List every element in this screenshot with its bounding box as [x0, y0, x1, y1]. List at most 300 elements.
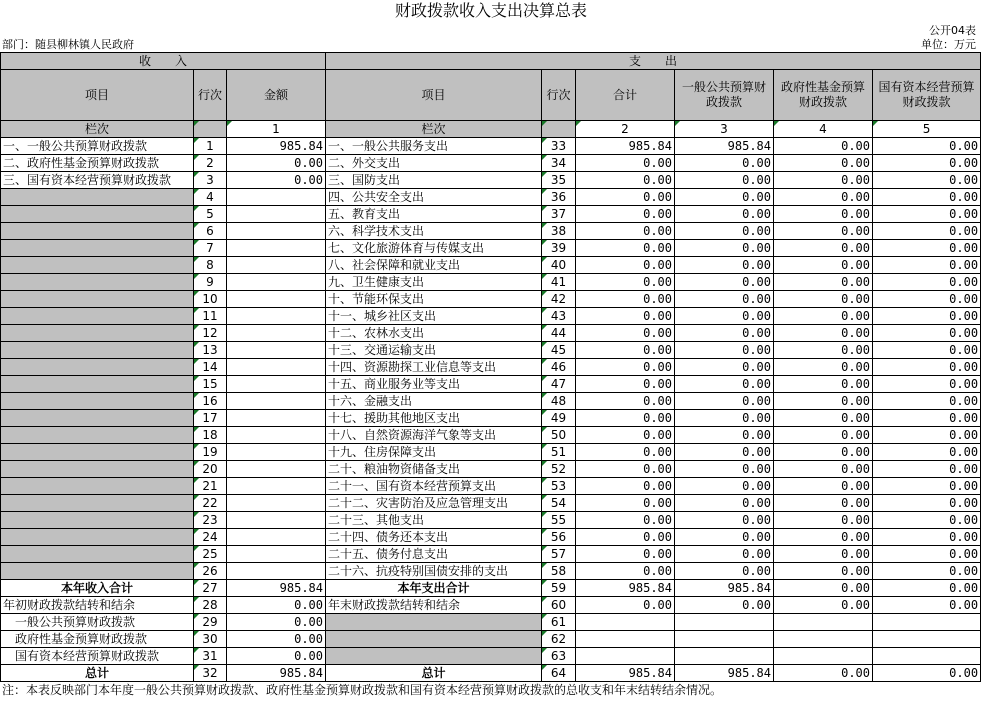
col-index-4: 4 [774, 121, 873, 138]
expense-item: 十九、住房保障支出 [326, 444, 542, 461]
gov-fund-amount: 0.00 [774, 393, 873, 410]
expense-row-no: 64 [542, 665, 576, 682]
income-row-no: 25 [194, 546, 227, 563]
state-capital-amount: 0.00 [873, 359, 981, 376]
income-row-no: 27 [194, 580, 227, 597]
table-row [1, 410, 981, 427]
state-capital-amount: 0.00 [873, 325, 981, 342]
blank-cell [873, 631, 981, 648]
income-item [1, 342, 194, 359]
sub-balance-label: 国有资本经营预算财政拨款 [1, 648, 194, 665]
expense-row-no: 36 [542, 189, 576, 206]
income-item [1, 274, 194, 291]
general-budget-amount: 0.00 [675, 495, 774, 512]
table-row [1, 359, 981, 376]
income-item [1, 546, 194, 563]
blank-cell [576, 614, 675, 631]
end-balance-label: 年末财政拨款结转和结余 [326, 597, 542, 614]
general-budget-amount: 0.00 [675, 291, 774, 308]
table-row [1, 257, 981, 274]
expense-item: 十二、农林水支出 [326, 325, 542, 342]
table-row [1, 155, 981, 172]
col-label-income: 栏次 [1, 121, 194, 138]
income-amount: 0.00 [227, 155, 326, 172]
state-capital-header: 国有资本经营预算财政拨款 [873, 70, 981, 121]
state-capital-amount: 0.00 [873, 274, 981, 291]
general-budget-amount: 985.84 [675, 665, 774, 682]
income-item: 二、政府性基金预算财政拨款 [1, 155, 194, 172]
income-amount [227, 512, 326, 529]
general-budget-amount: 0.00 [675, 393, 774, 410]
income-row-no: 32 [194, 665, 227, 682]
income-item [1, 223, 194, 240]
general-budget-amount: 0.00 [675, 563, 774, 580]
income-amount [227, 257, 326, 274]
gov-fund-amount: 0.00 [774, 376, 873, 393]
state-capital-amount: 0.00 [873, 461, 981, 478]
gov-fund-amount: 0.00 [774, 597, 873, 614]
income-rowno-header: 行次 [194, 70, 227, 121]
general-budget-header: 一般公共预算财政拨款 [675, 70, 774, 121]
table-row [1, 376, 981, 393]
meta-row-bottom [0, 38, 982, 52]
blank-cell [675, 614, 774, 631]
expense-total: 0.00 [576, 342, 675, 359]
table-row [1, 393, 981, 410]
table-row [1, 206, 981, 223]
general-budget-amount: 0.00 [675, 155, 774, 172]
income-amount [227, 495, 326, 512]
income-item [1, 325, 194, 342]
table-row [1, 223, 981, 240]
income-row-no: 19 [194, 444, 227, 461]
begin-balance-amount: 0.00 [227, 597, 326, 614]
expense-item: 十一、城乡社区支出 [326, 308, 542, 325]
general-budget-amount: 0.00 [675, 529, 774, 546]
expense-item: 二十四、债务还本支出 [326, 529, 542, 546]
income-row-no: 22 [194, 495, 227, 512]
expense-total: 0.00 [576, 189, 675, 206]
table-row [1, 189, 981, 206]
expense-total: 0.00 [576, 410, 675, 427]
income-row-no: 9 [194, 274, 227, 291]
expense-item: 十五、商业服务业等支出 [326, 376, 542, 393]
general-budget-amount: 0.00 [675, 274, 774, 291]
expense-total: 0.00 [576, 325, 675, 342]
blank-cell [576, 648, 675, 665]
expense-row-no: 33 [542, 138, 576, 155]
table-row [1, 461, 981, 478]
expense-item: 二、外交支出 [326, 155, 542, 172]
sub-balance-amount: 0.00 [227, 631, 326, 648]
general-budget-amount: 0.00 [675, 427, 774, 444]
gov-fund-amount: 0.00 [774, 461, 873, 478]
income-amount: 985.84 [227, 138, 326, 155]
expense-rowno-header: 行次 [542, 70, 576, 121]
expense-row-no: 48 [542, 393, 576, 410]
department-label: 部门：随县柳林镇人民政府 [2, 38, 134, 51]
income-item [1, 461, 194, 478]
income-row-no: 4 [194, 189, 227, 206]
sub-balance-row [1, 648, 981, 665]
income-item [1, 478, 194, 495]
begin-balance-label: 年初财政拨款结转和结余 [1, 597, 194, 614]
income-amount [227, 546, 326, 563]
general-budget-amount: 0.00 [675, 444, 774, 461]
gov-fund-amount: 0.00 [774, 359, 873, 376]
income-amount [227, 274, 326, 291]
expense-total: 0.00 [576, 206, 675, 223]
table-row [1, 495, 981, 512]
expense-total: 0.00 [576, 512, 675, 529]
income-row-no: 8 [194, 257, 227, 274]
expense-row-no: 61 [542, 614, 576, 631]
income-item [1, 189, 194, 206]
grand-expense-label: 总计 [326, 665, 542, 682]
general-budget-amount: 0.00 [675, 342, 774, 359]
gov-fund-amount: 0.00 [774, 563, 873, 580]
unit-label: 单位：万元 [921, 38, 976, 51]
gov-fund-amount: 0.00 [774, 138, 873, 155]
expense-item: 三、国防支出 [326, 172, 542, 189]
expense-row-no: 60 [542, 597, 576, 614]
income-amount [227, 410, 326, 427]
state-capital-amount: 0.00 [873, 189, 981, 206]
income-item [1, 376, 194, 393]
income-item [1, 257, 194, 274]
income-item [1, 444, 194, 461]
gov-fund-amount: 0.00 [774, 580, 873, 597]
state-capital-amount: 0.00 [873, 155, 981, 172]
gov-fund-amount: 0.00 [774, 206, 873, 223]
expense-total: 0.00 [576, 495, 675, 512]
income-amount [227, 342, 326, 359]
expense-total: 985.84 [576, 580, 675, 597]
general-budget-amount: 985.84 [675, 138, 774, 155]
expense-total-header: 合计 [576, 70, 675, 121]
section-header-row [1, 53, 981, 70]
general-budget-amount: 0.00 [675, 376, 774, 393]
income-amount [227, 240, 326, 257]
state-capital-amount: 0.00 [873, 410, 981, 427]
table-row [1, 342, 981, 359]
expense-row-no: 41 [542, 274, 576, 291]
gov-fund-amount: 0.00 [774, 189, 873, 206]
income-amount: 0.00 [227, 172, 326, 189]
form-code: 公开04表 [929, 24, 976, 37]
income-row-no: 2 [194, 155, 227, 172]
expense-total: 0.00 [576, 546, 675, 563]
gov-fund-amount: 0.00 [774, 546, 873, 563]
grand-income-label: 总计 [1, 665, 194, 682]
expense-total: 0.00 [576, 376, 675, 393]
column-index-row [1, 121, 981, 138]
income-row-no: 11 [194, 308, 227, 325]
general-budget-amount: 0.00 [675, 240, 774, 257]
expense-total: 0.00 [576, 444, 675, 461]
expense-total: 0.00 [576, 461, 675, 478]
income-amount [227, 376, 326, 393]
income-item [1, 393, 194, 410]
income-row-no: 1 [194, 138, 227, 155]
blank-cell [326, 631, 542, 648]
expense-total: 0.00 [576, 172, 675, 189]
income-row-no: 26 [194, 563, 227, 580]
income-row-no: 3 [194, 172, 227, 189]
expense-item: 十七、援助其他地区支出 [326, 410, 542, 427]
income-item [1, 240, 194, 257]
income-row-no: 13 [194, 342, 227, 359]
income-section-header: 收 入 [1, 53, 326, 70]
table-row [1, 138, 981, 155]
expense-section-header: 支 出 [326, 53, 981, 70]
general-budget-amount: 0.00 [675, 597, 774, 614]
income-item [1, 206, 194, 223]
expense-row-no: 50 [542, 427, 576, 444]
fiscal-summary-table [0, 52, 981, 682]
expense-item: 二十三、其他支出 [326, 512, 542, 529]
sub-balance-label: 政府性基金预算财政拨款 [1, 631, 194, 648]
expense-item: 七、文化旅游体育与传媒支出 [326, 240, 542, 257]
table-row [1, 172, 981, 189]
blank-cell [326, 648, 542, 665]
expense-item: 四、公共安全支出 [326, 189, 542, 206]
expense-total: 0.00 [576, 478, 675, 495]
col-index-5: 5 [873, 121, 981, 138]
income-amount [227, 308, 326, 325]
expense-row-no: 34 [542, 155, 576, 172]
general-budget-amount: 0.00 [675, 359, 774, 376]
sub-balance-amount: 0.00 [227, 614, 326, 631]
blank-cell [873, 614, 981, 631]
expense-item: 二十、粮油物资储备支出 [326, 461, 542, 478]
income-amount [227, 359, 326, 376]
state-capital-amount: 0.00 [873, 138, 981, 155]
col-index-3: 3 [675, 121, 774, 138]
state-capital-amount: 0.00 [873, 240, 981, 257]
income-amount [227, 427, 326, 444]
expense-item: 六、科学技术支出 [326, 223, 542, 240]
state-capital-amount: 0.00 [873, 427, 981, 444]
expense-total: 0.00 [576, 529, 675, 546]
income-item [1, 291, 194, 308]
col-label-expense: 栏次 [326, 121, 542, 138]
table-row [1, 291, 981, 308]
state-capital-amount: 0.00 [873, 529, 981, 546]
expense-total: 0.00 [576, 597, 675, 614]
state-capital-amount: 0.00 [873, 512, 981, 529]
income-row-no: 5 [194, 206, 227, 223]
state-capital-amount: 0.00 [873, 376, 981, 393]
gov-fund-amount: 0.00 [774, 274, 873, 291]
income-row-no: 16 [194, 393, 227, 410]
general-budget-amount: 0.00 [675, 308, 774, 325]
expense-item: 五、教育支出 [326, 206, 542, 223]
income-row-no: 21 [194, 478, 227, 495]
state-capital-amount: 0.00 [873, 393, 981, 410]
gov-fund-amount: 0.00 [774, 529, 873, 546]
state-capital-amount: 0.00 [873, 563, 981, 580]
gov-fund-amount: 0.00 [774, 478, 873, 495]
sub-balance-amount: 0.00 [227, 648, 326, 665]
state-capital-amount: 0.00 [873, 495, 981, 512]
income-item [1, 563, 194, 580]
expense-row-no: 53 [542, 478, 576, 495]
income-amount [227, 189, 326, 206]
income-amount [227, 393, 326, 410]
expense-row-no: 38 [542, 223, 576, 240]
income-row-no: 14 [194, 359, 227, 376]
expense-item: 二十一、国有资本经营预算支出 [326, 478, 542, 495]
general-budget-amount: 0.00 [675, 546, 774, 563]
general-budget-amount: 985.84 [675, 580, 774, 597]
state-capital-amount: 0.00 [873, 580, 981, 597]
state-capital-amount: 0.00 [873, 478, 981, 495]
state-capital-amount: 0.00 [873, 206, 981, 223]
blank-cell [774, 614, 873, 631]
expense-row-no: 42 [542, 291, 576, 308]
table-row [1, 325, 981, 342]
year-income-amount: 985.84 [227, 580, 326, 597]
gov-fund-amount: 0.00 [774, 444, 873, 461]
expense-row-no: 40 [542, 257, 576, 274]
expense-item: 十八、自然资源海洋气象等支出 [326, 427, 542, 444]
table-row [1, 308, 981, 325]
gov-fund-amount: 0.00 [774, 495, 873, 512]
general-budget-amount: 0.00 [675, 257, 774, 274]
income-amount [227, 325, 326, 342]
income-row-no: 20 [194, 461, 227, 478]
gov-fund-amount: 0.00 [774, 155, 873, 172]
income-row-no: 31 [194, 648, 227, 665]
income-row-no: 15 [194, 376, 227, 393]
general-budget-amount: 0.00 [675, 189, 774, 206]
grand-total-row [1, 665, 981, 682]
expense-total: 0.00 [576, 155, 675, 172]
expense-row-no: 45 [542, 342, 576, 359]
gov-fund-amount: 0.00 [774, 291, 873, 308]
expense-row-no: 58 [542, 563, 576, 580]
expense-total: 0.00 [576, 240, 675, 257]
table-row [1, 444, 981, 461]
state-capital-amount: 0.00 [873, 597, 981, 614]
blank-cell [675, 648, 774, 665]
gov-fund-amount: 0.00 [774, 410, 873, 427]
gov-fund-amount: 0.00 [774, 172, 873, 189]
year-expense-label: 本年支出合计 [326, 580, 542, 597]
income-amount [227, 206, 326, 223]
state-capital-amount: 0.00 [873, 665, 981, 682]
expense-row-no: 46 [542, 359, 576, 376]
gov-fund-amount: 0.00 [774, 342, 873, 359]
income-item-header: 项目 [1, 70, 194, 121]
state-capital-amount: 0.00 [873, 444, 981, 461]
expense-row-no: 44 [542, 325, 576, 342]
gov-fund-amount: 0.00 [774, 427, 873, 444]
income-amount [227, 461, 326, 478]
column-header-row [1, 70, 981, 121]
expense-item: 十六、金融支出 [326, 393, 542, 410]
general-budget-amount: 0.00 [675, 172, 774, 189]
state-capital-amount: 0.00 [873, 291, 981, 308]
blank-cell [873, 648, 981, 665]
expense-row-no: 43 [542, 308, 576, 325]
income-item [1, 308, 194, 325]
col-index-1: 1 [227, 121, 326, 138]
income-item [1, 410, 194, 427]
expense-total: 0.00 [576, 563, 675, 580]
gov-fund-amount: 0.00 [774, 223, 873, 240]
sub-balance-row [1, 631, 981, 648]
expense-item: 八、社会保障和就业支出 [326, 257, 542, 274]
income-amount [227, 291, 326, 308]
expense-item: 十、节能环保支出 [326, 291, 542, 308]
state-capital-amount: 0.00 [873, 223, 981, 240]
year-income-label: 本年收入合计 [1, 580, 194, 597]
expense-item: 二十二、灾害防治及应急管理支出 [326, 495, 542, 512]
general-budget-amount: 0.00 [675, 410, 774, 427]
income-row-no: 24 [194, 529, 227, 546]
expense-row-no: 59 [542, 580, 576, 597]
expense-row-no: 56 [542, 529, 576, 546]
income-row-no: 7 [194, 240, 227, 257]
income-item [1, 512, 194, 529]
income-amount [227, 478, 326, 495]
general-budget-amount: 0.00 [675, 206, 774, 223]
balance-row [1, 597, 981, 614]
table-row [1, 427, 981, 444]
state-capital-amount: 0.00 [873, 257, 981, 274]
expense-row-no: 49 [542, 410, 576, 427]
table-row [1, 512, 981, 529]
col-index-2: 2 [576, 121, 675, 138]
income-row-no: 6 [194, 223, 227, 240]
expense-row-no: 55 [542, 512, 576, 529]
income-row-no: 23 [194, 512, 227, 529]
expense-item-header: 项目 [326, 70, 542, 121]
income-item: 三、国有资本经营预算财政拨款 [1, 172, 194, 189]
gov-fund-header: 政府性基金预算财政拨款 [774, 70, 873, 121]
blank-cell [774, 648, 873, 665]
gov-fund-amount: 0.00 [774, 308, 873, 325]
gov-fund-amount: 0.00 [774, 240, 873, 257]
expense-item: 九、卫生健康支出 [326, 274, 542, 291]
expense-row-no: 39 [542, 240, 576, 257]
blank-cell [675, 631, 774, 648]
income-row-no: 28 [194, 597, 227, 614]
income-item [1, 495, 194, 512]
expense-total: 0.00 [576, 223, 675, 240]
expense-row-no: 62 [542, 631, 576, 648]
expense-item: 十四、资源勘探工业信息等支出 [326, 359, 542, 376]
expense-total: 0.00 [576, 393, 675, 410]
income-amount [227, 223, 326, 240]
income-row-no: 12 [194, 325, 227, 342]
expense-total: 985.84 [576, 138, 675, 155]
table-row [1, 274, 981, 291]
general-budget-amount: 0.00 [675, 478, 774, 495]
table-row [1, 546, 981, 563]
table-row [1, 563, 981, 580]
table-row [1, 529, 981, 546]
state-capital-amount: 0.00 [873, 308, 981, 325]
income-amount [227, 529, 326, 546]
state-capital-amount: 0.00 [873, 172, 981, 189]
expense-row-no: 63 [542, 648, 576, 665]
expense-item: 二十六、抗疫特别国债安排的支出 [326, 563, 542, 580]
expense-total: 0.00 [576, 427, 675, 444]
sub-balance-label: 一般公共预算财政拨款 [1, 614, 194, 631]
